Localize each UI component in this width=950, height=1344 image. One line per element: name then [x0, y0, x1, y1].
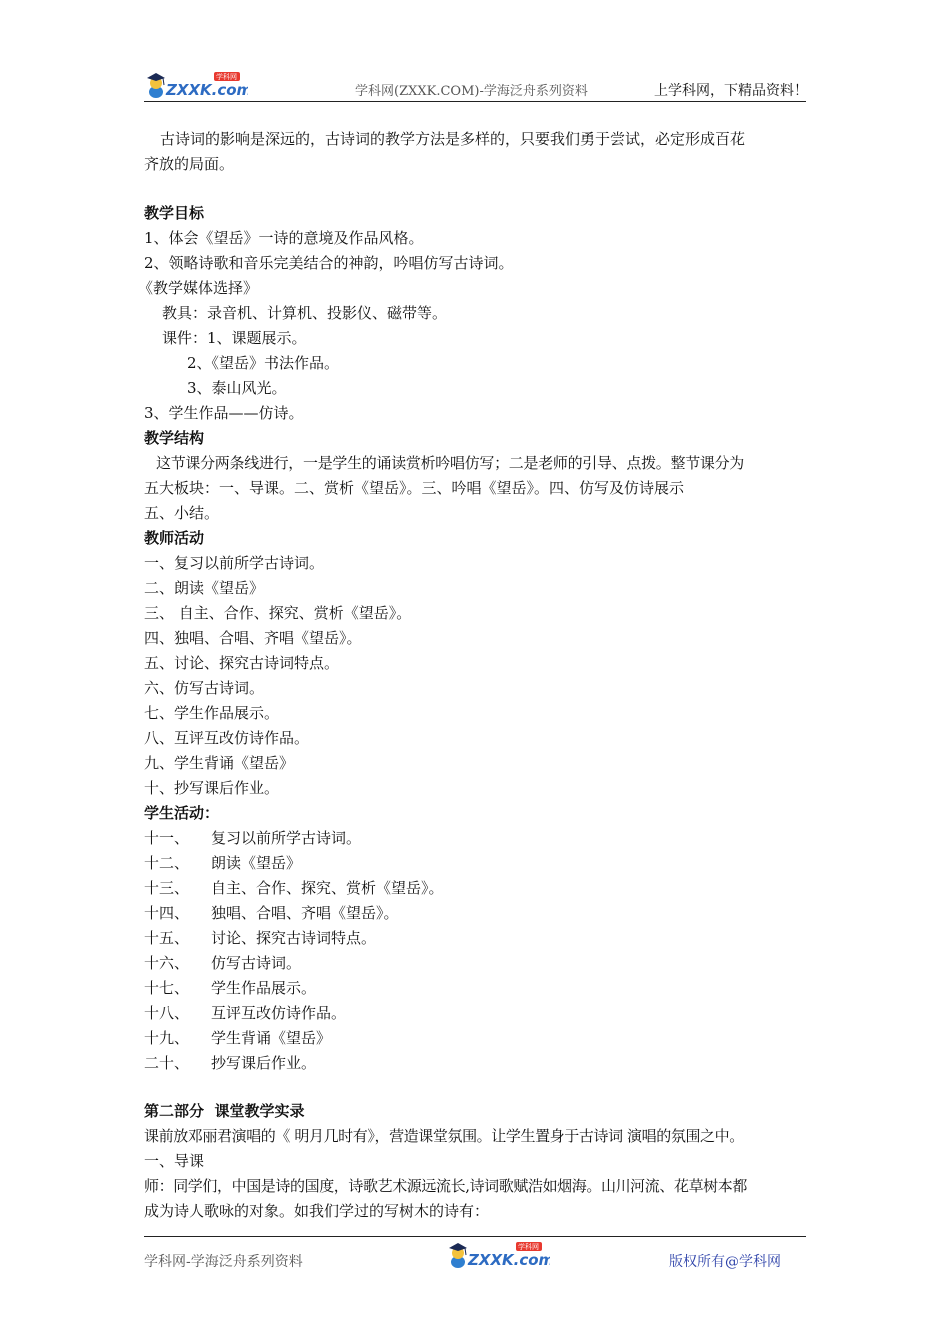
courseware-1: 课件：1、课题展示。 — [162, 329, 307, 347]
structure-line-2: 五大板块：一、导课。二、赏析《望岳》。三、吟唱《望岳》。四、仿写及仿诗展示 — [144, 479, 685, 497]
media-heading: 《教学媒体选择》 — [138, 279, 259, 297]
student-item — [144, 1053, 316, 1073]
teacher-item: 四、独唱、合唱、齐唱《望岳》。 — [144, 629, 362, 647]
teacher-item: 八、互评互改仿诗作品。 — [144, 729, 310, 747]
footer-divider — [144, 1236, 806, 1237]
student-item — [144, 978, 316, 998]
student-item-number: 二十、 — [144, 1054, 190, 1072]
teacher-heading: 教师活动 — [144, 529, 205, 547]
teacher-item: 二、朗读《望岳》 — [144, 579, 265, 597]
student-item-number: 十二、 — [144, 854, 190, 872]
media-tools: 教具：录音机、计算机、投影仪、磁带等。 — [162, 304, 448, 322]
teacher-item: 九、学生背诵《望岳》 — [144, 754, 295, 772]
student-item — [144, 828, 361, 848]
student-item-text: 学生作品展示。 — [211, 979, 317, 997]
student-item-number: 十九、 — [144, 1029, 190, 1047]
header-divider — [144, 101, 806, 102]
courseware-3: 3、泰山风光。 — [187, 379, 287, 397]
student-item-text: 学生背诵《望岳》 — [211, 1029, 332, 1047]
teacher-item: 六、仿写古诗词。 — [144, 679, 265, 697]
student-heading: 学生活动： — [144, 804, 220, 822]
zxxk-logo-footer — [446, 1238, 550, 1274]
student-item — [144, 1028, 331, 1048]
student-item-number: 十七、 — [144, 979, 190, 997]
student-item — [144, 1003, 346, 1023]
logo-small-text: 学科网 — [216, 73, 237, 81]
student-item-text: 朗读《望岳》 — [211, 854, 302, 872]
student-item — [144, 878, 444, 898]
footer-left-text: 学科网-学海泛舟系列资料 — [144, 1254, 303, 1270]
student-item-number: 十四、 — [144, 904, 190, 922]
student-item-number: 十一、 — [144, 829, 190, 847]
structure-line-3: 五、小结。 — [144, 504, 220, 522]
teacher-item: 十、抄写课后作业。 — [144, 779, 280, 797]
goal-item-2: 2、领略诗歌和音乐完美结合的神韵，吟唱仿写古诗词。 — [144, 254, 514, 272]
goal-item-1: 1、体会《望岳》一诗的意境及作品风格。 — [144, 229, 424, 247]
student-item-text: 自主、合作、探究、赏析《望岳》。 — [211, 879, 444, 897]
zxxk-logo — [144, 68, 248, 104]
goal-item-3: 3、学生作品——仿诗。 — [144, 404, 304, 422]
zxxk-logo-graphic — [144, 68, 248, 104]
logo-text: ZXXK.com — [468, 1251, 550, 1269]
student-item — [144, 928, 376, 948]
part2-line-3: 师：同学们，中国是诗的国度，诗歌艺术源远流长,诗词歌赋浩如烟海。山川河流、花草树本都 — [144, 1177, 747, 1195]
header-center-text: 学科网(ZXXK.COM)-学海泛舟系列资料 — [355, 84, 588, 99]
student-item-number: 十八、 — [144, 1004, 190, 1022]
student-item-number: 十三、 — [144, 879, 190, 897]
header-right-text: 上学科网，下精品资料！ — [654, 83, 808, 99]
part2-heading: 第二部分 课堂教学实录 — [144, 1102, 305, 1120]
student-item-number: 十六、 — [144, 954, 190, 972]
student-item-text: 互评互改仿诗作品。 — [211, 1004, 347, 1022]
student-item — [144, 853, 301, 873]
teacher-item: 五、讨论、探究古诗词特点。 — [144, 654, 340, 672]
zxxk-logo-footer-graphic — [446, 1238, 550, 1274]
part2-line-4: 成为诗人歌咏的对象。如我们学过的写树木的诗有： — [144, 1202, 490, 1220]
student-item-text: 抄写课后作业。 — [211, 1054, 317, 1072]
student-item-text: 复习以前所学古诗词。 — [211, 829, 362, 847]
footer-right-text: 版权所有@学科网 — [669, 1254, 781, 1270]
logo-small-text: 学科网 — [518, 1243, 539, 1251]
student-item — [144, 903, 399, 923]
teacher-item: 七、学生作品展示。 — [144, 704, 280, 722]
student-item-text: 讨论、探究古诗词特点。 — [211, 929, 377, 947]
intro-line-1: 古诗词的影响是深远的，古诗词的教学方法是多样的，只要我们勇于尝试，必定形成百花 — [160, 130, 746, 148]
student-item-text: 仿写古诗词。 — [211, 954, 302, 972]
student-item-text: 独唱、合唱、齐唱《望岳》。 — [211, 904, 399, 922]
teacher-item: 一、复习以前所学古诗词。 — [144, 554, 325, 572]
student-item-number: 十五、 — [144, 929, 190, 947]
logo-text: ZXXK.com — [166, 81, 248, 99]
part2-line-2: 一、导课 — [144, 1152, 205, 1170]
student-item — [144, 953, 301, 973]
structure-heading: 教学结构 — [144, 429, 205, 447]
structure-line-1: 这节课分两条线进行，一是学生的诵读赏析吟唱仿写；二是老师的引导、点拨。整节课分为 — [156, 454, 745, 472]
intro-line-2: 齐放的局面。 — [144, 155, 235, 173]
part2-line-1: 课前放邓丽君演唱的《 明月几时有》，营造课堂氛围。让学生置身于古诗词 演唱的氛围之中。 — [144, 1127, 744, 1145]
courseware-2: 2、《望岳》书法作品。 — [187, 354, 340, 372]
goals-heading: 教学目标 — [144, 204, 205, 222]
teacher-item: 三、 自主、合作、探究、赏析《望岳》。 — [144, 604, 412, 622]
